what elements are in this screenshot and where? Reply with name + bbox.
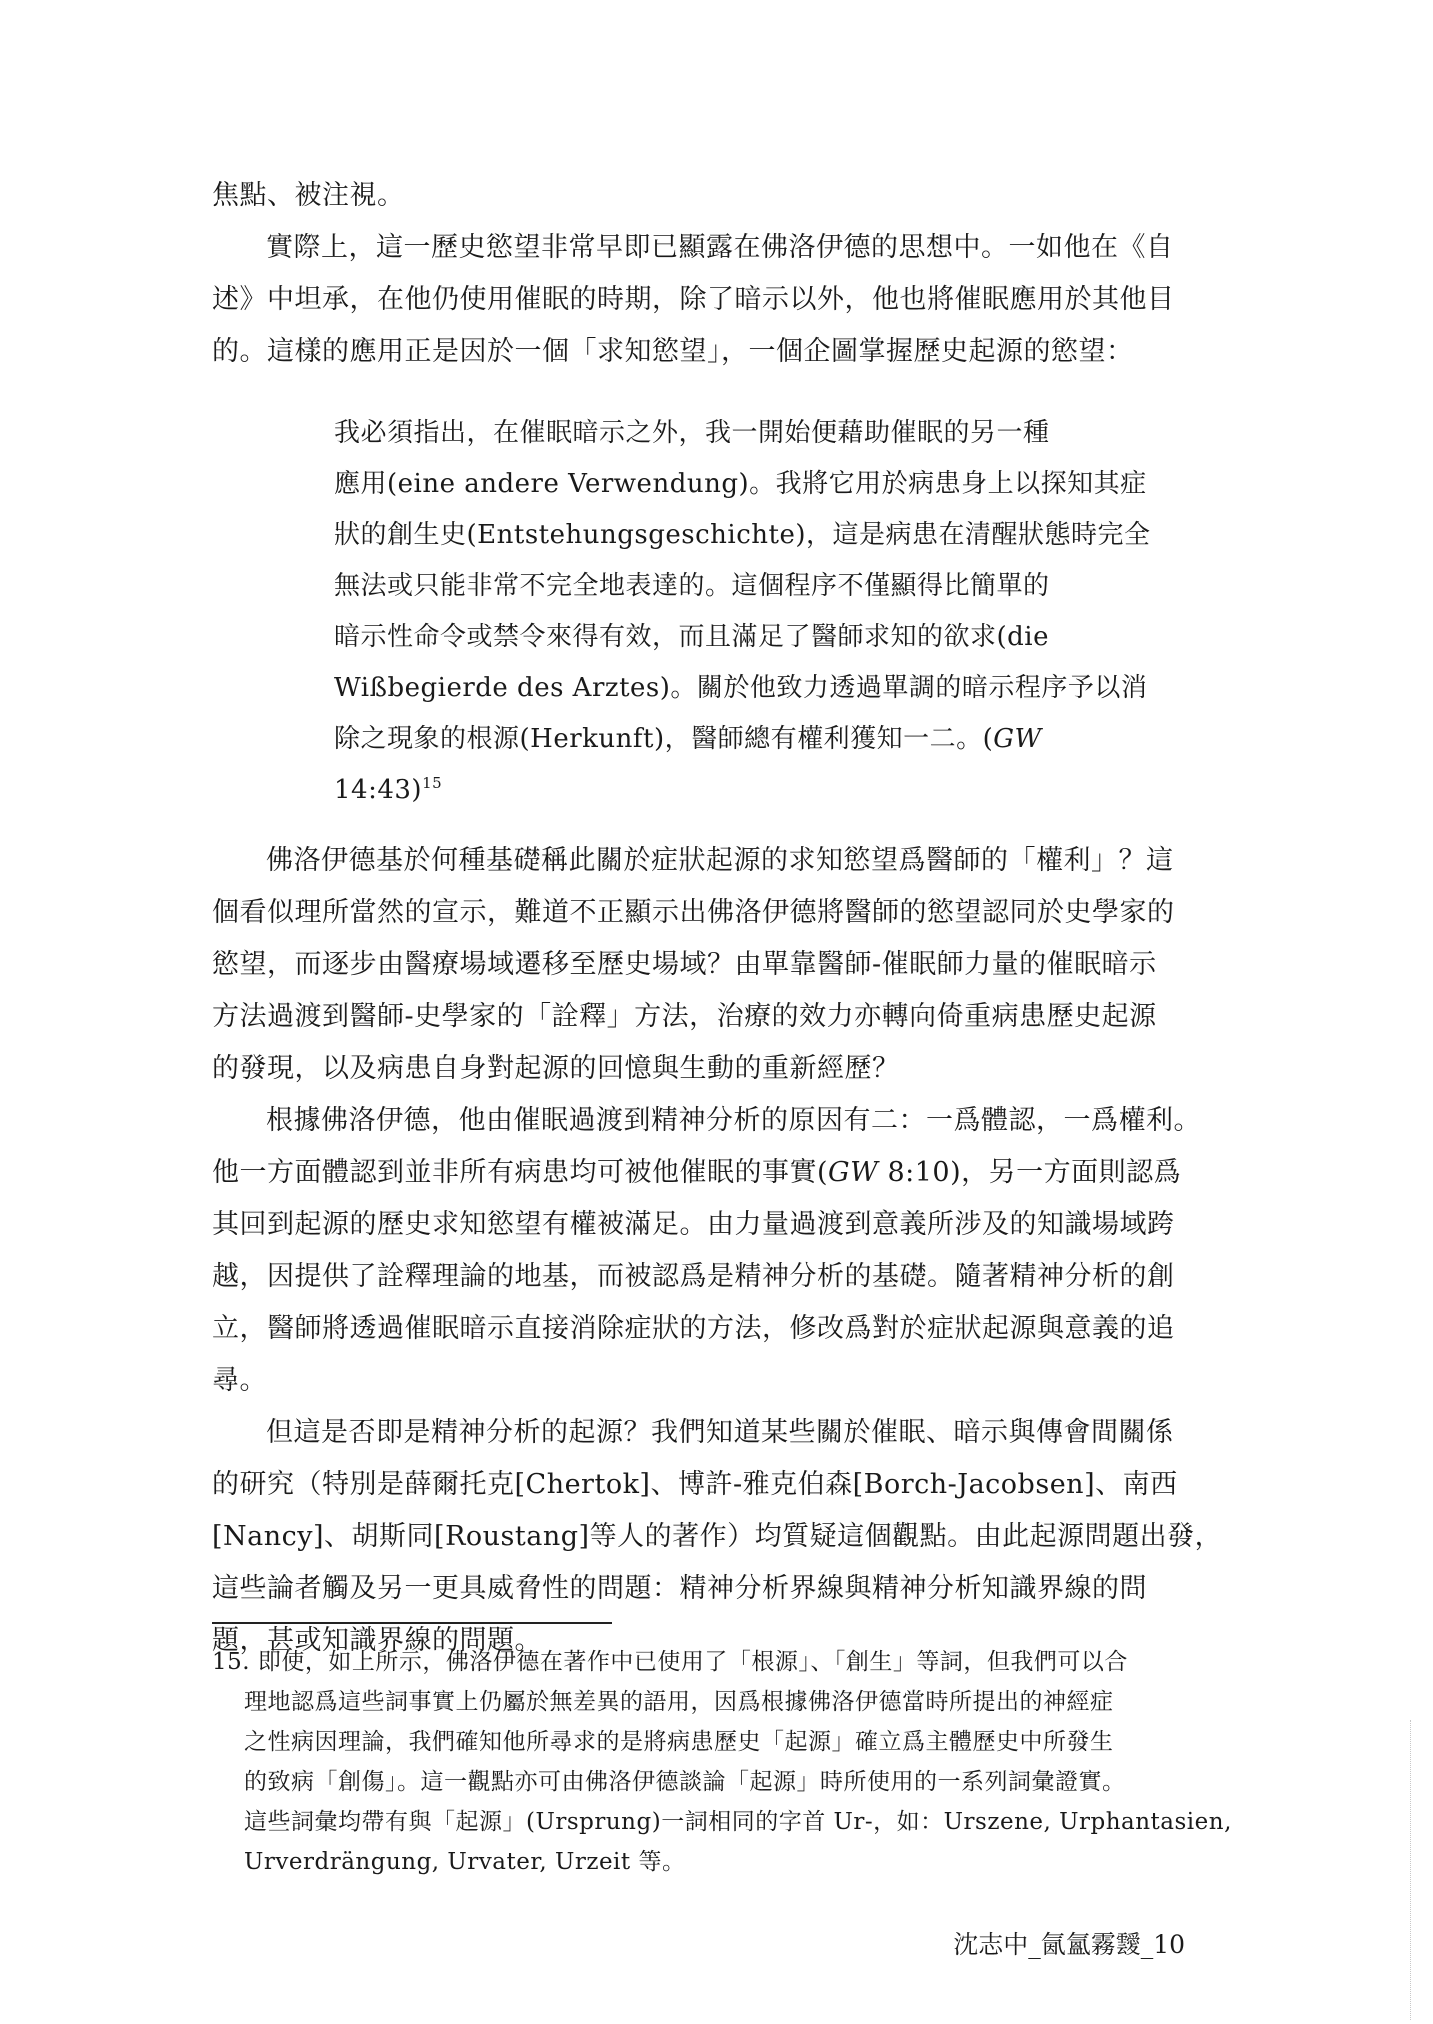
quote-line: 應用(eine andere Verwendung)。我將它用於病患身上以探知其症 bbox=[334, 469, 1147, 499]
paragraph-opening bbox=[212, 170, 1190, 378]
footnote-line: 之性病因理論，我們確知他所尋求的是將病患歷史「起源」確立爲主體歷史中所發生 bbox=[244, 1729, 1114, 1755]
footnote-line: Urverdrängung, Urvater, Urzeit 等。 bbox=[244, 1849, 686, 1875]
text-line: 焦點、被注視。 bbox=[212, 180, 405, 211]
text-line: 佛洛伊德基於何種基礎稱此關於症狀起源的求知慾望爲醫師的「權利」？這 bbox=[266, 845, 1174, 876]
footnote-line: 15. 即使，如上所示，佛洛伊德在著作中已使用了「根源」、「創生」等詞，但我們可以合 bbox=[212, 1649, 1128, 1675]
quote-line: 狀的創生史(Entstehungsgeschichte)，這是病患在清醒狀態時完全 bbox=[334, 520, 1151, 550]
footnote-line: 理地認爲這些詞事實上仍屬於無差異的語用，因爲根據佛洛伊德當時所提出的神經症 bbox=[244, 1689, 1114, 1715]
quote-line bbox=[334, 765, 1114, 816]
block-quote bbox=[334, 408, 1151, 816]
text-line: 根據佛洛伊德，他由催眠過渡到精神分析的原因有二：一爲體認，一爲權利。 bbox=[266, 1105, 1201, 1136]
citation-abbrev: GW bbox=[993, 724, 1042, 754]
quote-line: 無法或只能非常不完全地表達的。這個程序不僅顯得比簡單的 bbox=[334, 571, 1050, 601]
text-line: 越，因提供了詮釋理論的地基，而被認爲是精神分析的基礎。隨著精神分析的創 bbox=[212, 1261, 1175, 1292]
footnote-marker: 15 bbox=[422, 774, 443, 792]
quote-line: 我必須指出，在催眠暗示之外，我一開始便藉助催眠的另一種 bbox=[334, 418, 1050, 448]
text-line: [Nancy]、胡斯同[Roustang]等人的著作）均質疑這個觀點。由此起源問題出發， bbox=[212, 1521, 1223, 1552]
quote-line: 暗示性命令或禁令來得有效，而且滿足了醫師求知的欲求(die bbox=[334, 622, 1049, 652]
quote-line bbox=[334, 714, 1114, 765]
text-line: 尋。 bbox=[212, 1365, 267, 1396]
text-line: 的。這樣的應用正是因於一個「求知慾望」，一個企圖掌握歷史起源的慾望： bbox=[212, 336, 1134, 367]
text-line: 個看似理所當然的宣示，難道不正顯示出佛洛伊德將醫師的慾望認同於史學家的 bbox=[212, 897, 1175, 928]
quote-text: 除之現象的根源(Herkunft)，醫師總有權利獲知一二。( bbox=[334, 724, 994, 754]
quote-line: Wißbegierde des Arztes)。關於他致力透過單調的暗示程序予以消 bbox=[334, 673, 1148, 703]
text-line: 的發現，以及病患自身對起源的回憶與生動的重新經歷？ bbox=[212, 1053, 900, 1084]
page-footer: 沈志中_氤氳霧靉_10 bbox=[953, 1930, 1185, 1959]
footnote-divider bbox=[212, 1622, 612, 1624]
text-line: 的研究（特別是薛爾托克[Chertok]、博許-雅克伯森[Borch-Jacobsen]、南西 bbox=[212, 1469, 1178, 1500]
footnote-line: 這些詞彙均帶有與「起源」(Ursprung)一詞相同的字首 Ur-，如：Urszene, Urphantasien, bbox=[244, 1809, 1232, 1835]
paragraph-reasons bbox=[212, 1095, 1201, 1407]
text-line: 立，醫師將透過催眠暗示直接消除症狀的方法，修改爲對於症狀起源與意義的追 bbox=[212, 1313, 1175, 1344]
text-line: 述》中坦承，在他仍使用催眠的時期，除了暗示以外，他也將催眠應用於其他目 bbox=[212, 284, 1175, 315]
footnote-15 bbox=[212, 1642, 1232, 1882]
text-line: 方法過渡到醫師-史學家的「詮釋」方法，治療的效力亦轉向倚重病患歷史起源 bbox=[212, 1001, 1157, 1032]
text-line: 慾望，而逐步由醫療場域遷移至歷史場域？由單靠醫師-催眠師力量的催眠暗示 bbox=[212, 949, 1157, 980]
citation-ref: 14:43) bbox=[334, 775, 423, 805]
text-segment: 他一方面體認到並非所有病患均可被他催眠的事實( bbox=[212, 1157, 829, 1188]
text-line: 其回到起源的歷史求知慾望有權被滿足。由力量過渡到意義所涉及的知識場域跨 bbox=[212, 1209, 1175, 1240]
scan-edge-divider bbox=[1410, 1720, 1411, 2020]
text-line: 實際上，這一歷史慾望非常早即已顯露在佛洛伊德的思想中。一如他在《自 bbox=[266, 232, 1174, 263]
text-line: 這些論者觸及另一更具威脅性的問題：精神分析界線與精神分析知識界線的問 bbox=[212, 1573, 1147, 1604]
citation-abbrev: GW bbox=[828, 1157, 879, 1188]
text-line: 題，甚或知識界線的問題。 bbox=[212, 1625, 542, 1656]
text-line: 但這是否即是精神分析的起源？我們知道某些關於催眠、暗示與傳會間關係 bbox=[266, 1417, 1174, 1448]
text-segment: 8:10)，另一方面則認爲 bbox=[878, 1157, 1182, 1188]
footnote-line: 的致病「創傷」。這一觀點亦可由佛洛伊德談論「起源」時所使用的一系列詞彙證實。 bbox=[244, 1769, 1126, 1795]
paragraph-origin bbox=[212, 1407, 1223, 1667]
paragraph-rights bbox=[212, 835, 1190, 1095]
text-line bbox=[212, 1147, 1190, 1199]
